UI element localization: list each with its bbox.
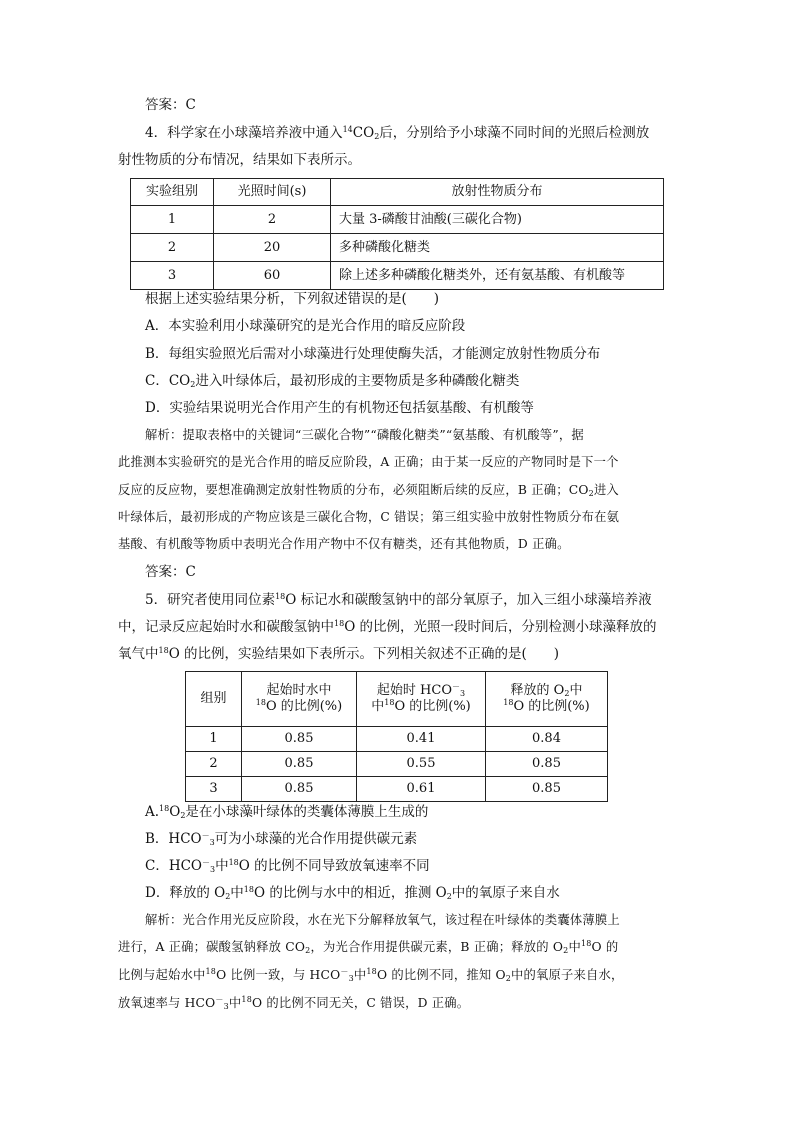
q4-option-d: D．实验结果说明光合作用产生的有机物还包括氨基酸、有机酸等 (145, 400, 534, 416)
table-row (131, 234, 664, 262)
q5-stem-line2: 中，记录反应起始时水和碳酸氢钠中$^{18}$O 的比例，光照一段时间后，分别检测小球藻释放的 (118, 619, 657, 635)
q4-th-group: 实验组别 (131, 179, 214, 206)
table-cell: 3 (131, 262, 214, 290)
q4-answer: 答案：C (145, 564, 196, 580)
answer-top: 答案：C (145, 97, 196, 113)
q4-stem-line2: 射性物质的分布情况，结果如下表所示。 (118, 152, 361, 168)
table-cell: 0.85 (242, 777, 357, 802)
q5-th-hco3: 起始时 $HCO^-_3$ 中$^{18}$O 的比例(%) (357, 672, 486, 727)
table-cell: 60 (214, 262, 331, 290)
table-row (131, 206, 664, 234)
q5-option-d: D．释放的 $O_2$中$^{18}$O 的比例与水中的相近，推测 $O_2$中的氧原子来自水 (145, 885, 560, 901)
q4-analysis-l3: 反应的反应物，要想准确测定放射性物质的分布，必须阻断后续的反应，B 正确；$CO_2$进入 (118, 483, 619, 498)
table-cell: 0.84 (486, 727, 608, 752)
table-row (186, 752, 608, 777)
q5-table-header (186, 672, 608, 727)
q5-option-c: C．$HCO^-_3$中$^{18}$O 的比例不同导致放氧速率不同 (145, 858, 430, 874)
q4-analysis-l5: 基酸、有机酸等物质中表明光合作用产物中不仅有糖类，还有其他物质，D 正确。 (118, 537, 570, 551)
q5-th-oxygen: 释放的 $O_2$中 $^{18}$O 的比例(%) (486, 672, 608, 727)
table-cell: 2 (131, 234, 214, 262)
table-cell: 2 (214, 206, 331, 234)
q4-analysis-l1: 解析：提取表格中的关键词“三碳化合物”“磷酸化糖类”“氨基酸、有机酸等”，据 (145, 428, 584, 442)
table-cell: 除上述多种磷酸化糖类外，还有氨基酸、有机酸等 (331, 262, 664, 290)
q4-analysis-l4: 叶绿体后，最初形成的产物应该是三碳化合物，C 错误；第三组实验中放射性物质分布在氨 (118, 510, 620, 524)
table-cell: 0.85 (486, 777, 608, 802)
table-row (131, 262, 664, 290)
table-cell: 0.55 (357, 752, 486, 777)
table-cell: 1 (131, 206, 214, 234)
table-cell: 20 (214, 234, 331, 262)
table-cell: 0.61 (357, 777, 486, 802)
q5-analysis-l4: 放氧速率与 $HCO^-_3$中$^{18}$O 的比例不同无关，C 错误，D 正确。 (118, 995, 470, 1011)
q4-th-distribution: 放射性物质分布 (331, 179, 664, 206)
q5-stem-line1: 5．研究者使用同位素$^{18}$O 标记水和碳酸氢钠中的部分氧原子，加入三组小球藻培养液 (145, 592, 652, 608)
table-cell: 大量 3-磷酸甘油酸(三碳化合物) (331, 206, 664, 234)
q5-th-group: 组别 (186, 672, 242, 727)
q4-question: 根据上述实验结果分析，下列叙述错误的是( ) (145, 291, 440, 307)
q5-analysis-l2: 进行，A 正确；碳酸氢钠释放 $CO_2$，为光合作用提供碳元素，B 正确；释放的 $O_2$中$^{18}$O 的 (118, 939, 619, 955)
table-cell: 1 (186, 727, 242, 752)
table-cell: 0.85 (486, 752, 608, 777)
q4-analysis-l2: 此推测本实验研究的是光合作用的暗反应阶段，A 正确；由于某一反应的产物同时是下一个 (118, 455, 619, 469)
q5-th-water: 起始时水中 $^{18}$O 的比例(%) (242, 672, 357, 727)
table-row (186, 727, 608, 752)
q5-table (185, 671, 608, 802)
q4-table-header (131, 179, 664, 206)
q4-option-c: C．$CO_2$进入叶绿体后，最初形成的主要物质是多种磷酸化糖类 (145, 373, 520, 389)
q4-option-a: A．本实验利用小球藻研究的是光合作用的暗反应阶段 (145, 318, 466, 334)
q5-analysis-l1: 解析：光合作用光反应阶段，水在光下分解释放氧气，该过程在叶绿体的类囊体薄膜上 (145, 913, 620, 927)
q5-stem-line3: 氧气中$^{18}$O 的比例，实验结果如下表所示。下列相关叙述不正确的是( ) (118, 646, 560, 662)
table-row (186, 777, 608, 802)
table-cell: 0.41 (357, 727, 486, 752)
q5-option-b: B．$HCO^-_3$可为小球藻的光合作用提供碳元素 (145, 831, 418, 847)
q4-th-time: 光照时间(s) (214, 179, 331, 206)
table-cell: 3 (186, 777, 242, 802)
table-cell: 2 (186, 752, 242, 777)
table-cell: 多种磷酸化糖类 (331, 234, 664, 262)
table-cell: 0.85 (242, 752, 357, 777)
q4-option-b: B．每组实验照光后需对小球藻进行处理使酶失活，才能测定放射性物质分布 (145, 346, 601, 362)
table-cell: 0.85 (242, 727, 357, 752)
q4-stem-line1: 4．科学家在小球藻培养液中通入$^{14}CO_2$后，分别给予小球藻不同时间的光照后检测放 (145, 125, 650, 141)
q5-analysis-l3: 比例与起始水中$^{18}$O 比例一致，与 $HCO^-_3$中$^{18}$O 的比例不同，推知 $O_2$中的氧原子来自水， (118, 967, 624, 983)
q5-option-a: $A.^{18}O_2$是在小球藻叶绿体的类囊体薄膜上生成的 (145, 804, 429, 820)
q4-table (130, 178, 664, 290)
